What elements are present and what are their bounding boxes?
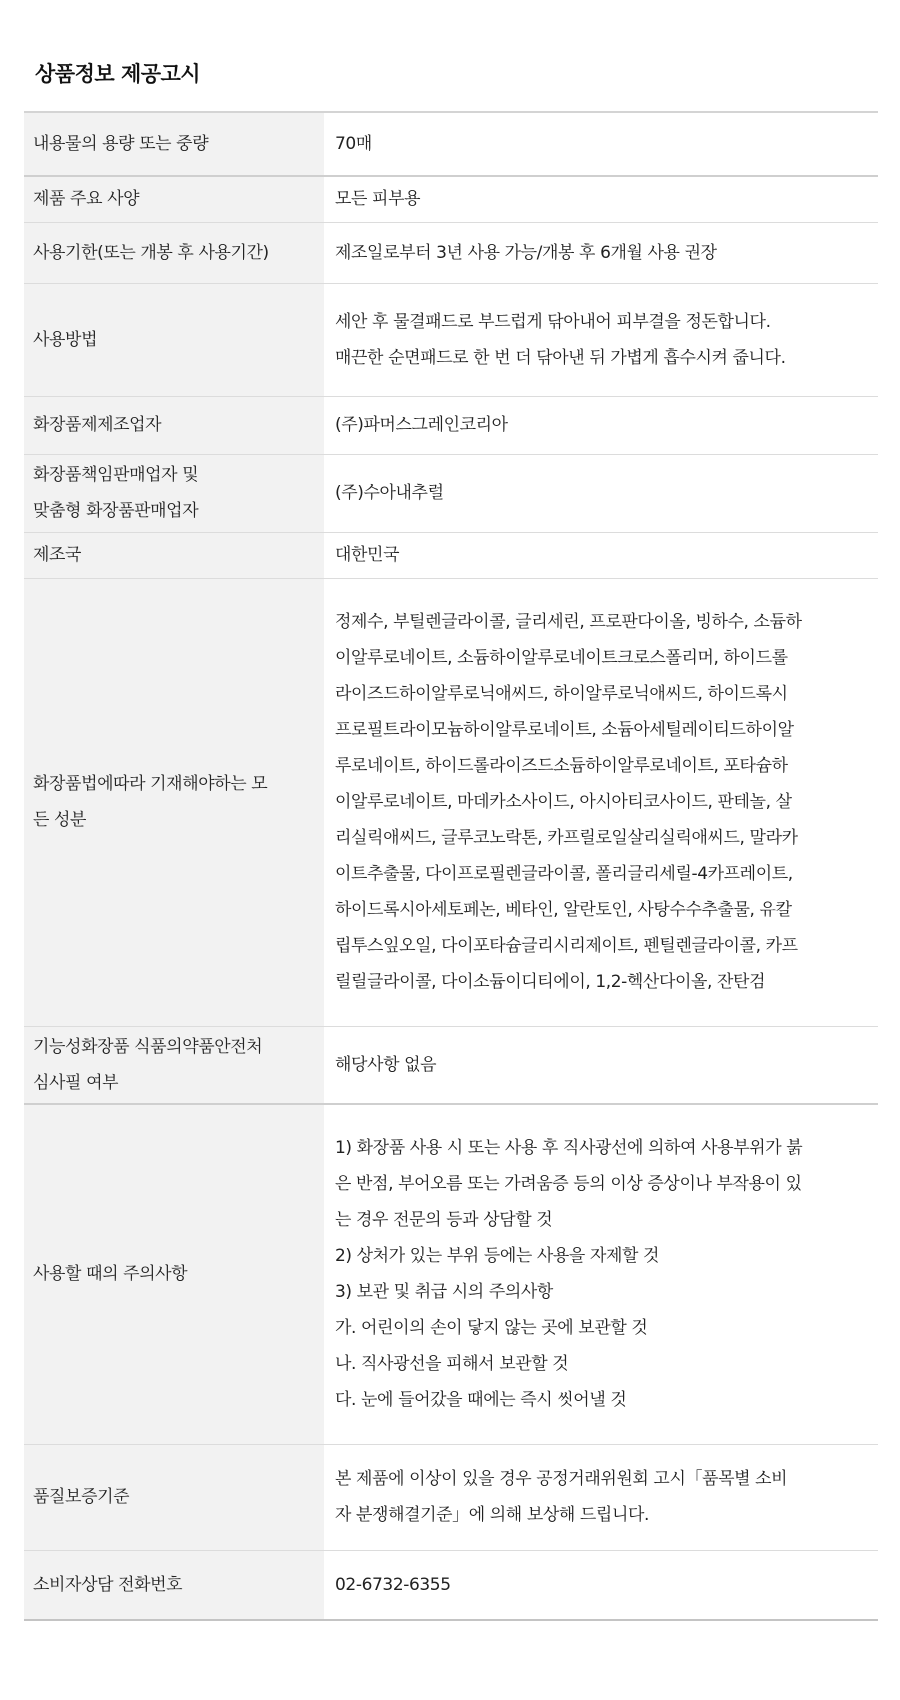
value-line: 이트추출물, 다이프로필렌글라이콜, 폴리글리세릴-4카프레이트, [335, 864, 793, 884]
value-line: 는 경우 전문의 등과 상담할 것 [335, 1210, 553, 1231]
table-row-ingredients [24, 578, 878, 1026]
row-value: (주)수아내추럴 [324, 454, 878, 532]
table-row-quality-standard [24, 1444, 878, 1550]
table-row-country [24, 532, 878, 578]
row-label: 내용물의 용량 또는 중량 [24, 112, 324, 176]
value-line: 루로네이트, 하이드롤라이즈드소듐하이알루로네이트, 포타슘하 [335, 756, 788, 776]
row-value: (주)파머스그레인코리아 [324, 396, 878, 454]
value-line: 다. 눈에 들어갔을 때에는 즉시 씻어낼 것 [335, 1390, 627, 1411]
value-line: 본 제품에 이상이 있을 경우 공정거래위원회 고시「품목별 소비 [335, 1469, 788, 1489]
row-label: 사용할 때의 주의사항 [24, 1104, 324, 1444]
value-line: 나. 직사광선을 피해서 보관할 것 [335, 1354, 569, 1375]
table-row-distributor [24, 454, 878, 532]
row-value [324, 1444, 878, 1550]
value-line: 매끈한 순면패드로 한 번 더 닦아낸 뒤 가볍게 흡수시켜 줍니다. [335, 347, 786, 368]
row-label [24, 454, 324, 532]
table-row-manufacturer [24, 396, 878, 454]
value-line: 립투스잎오일, 다이포타슘글리시리제이트, 펜틸렌글라이콜, 카프 [335, 936, 798, 956]
table-row-functional-review [24, 1026, 878, 1104]
value-line: 가. 어린이의 손이 닿지 않는 곳에 보관할 것 [335, 1318, 648, 1339]
value-line: 자 분쟁해결기준」에 의해 보상해 드립니다. [335, 1505, 649, 1525]
row-value: 대한민국 [324, 532, 878, 578]
row-label: 소비자상담 전화번호 [24, 1550, 324, 1620]
product-info-table [24, 111, 878, 1621]
value-line: 이알루로네이트, 소듐하이알루로네이트크로스폴리머, 하이드롤 [335, 648, 788, 668]
row-value: 02-6732-6355 [324, 1550, 878, 1620]
value-line: 1) 화장품 사용 시 또는 사용 후 직사광선에 의하여 사용부위가 붉 [335, 1138, 803, 1159]
row-label: 사용기한(또는 개봉 후 사용기간) [24, 222, 324, 283]
table-row-contact-phone [24, 1550, 878, 1620]
table-row-volume [24, 112, 878, 176]
value-line: 은 반점, 부어오름 또는 가려움증 등의 이상 증상이나 부작용이 있 [335, 1174, 802, 1195]
value-line: 라이즈드하이알루로닉애씨드, 하이알루로닉애씨드, 하이드록시 [335, 684, 788, 704]
label-line: 맞춤형 화장품판매업자 [33, 501, 199, 521]
value-line: 하이드록시아세토페논, 베타인, 알란토인, 사탕수수추출물, 유칼 [335, 900, 792, 920]
value-line: 리실릭애씨드, 글루코노락톤, 카프릴로일살리실릭애씨드, 말라카 [335, 828, 798, 848]
label-line: 든 성분 [33, 810, 87, 830]
value-line: 3) 보관 및 취급 시의 주의사항 [335, 1282, 553, 1303]
page-title: 상품정보 제공고시 [35, 62, 201, 86]
value-line: 프로필트라이모늄하이알루로네이트, 소듐아세틸레이티드하이알 [335, 720, 794, 740]
row-value: 해당사항 없음 [324, 1026, 878, 1104]
row-label [24, 1026, 324, 1104]
row-value [324, 578, 878, 1026]
table-row-expiry [24, 222, 878, 283]
label-line: 화장품법에따라 기재해야하는 모 [33, 774, 268, 794]
row-value: 제조일로부터 3년 사용 가능/개봉 후 6개월 사용 권장 [324, 222, 878, 283]
row-value [324, 1104, 878, 1444]
label-line: 심사필 여부 [33, 1072, 119, 1093]
row-label: 화장품제제조업자 [24, 396, 324, 454]
row-label: 품질보증기준 [24, 1444, 324, 1550]
row-label: 제조국 [24, 532, 324, 578]
value-line: 릴릴글라이콜, 다이소듐이디티에이, 1,2-헥산다이올, 잔탄검 [335, 972, 766, 992]
row-value [324, 283, 878, 396]
row-label: 제품 주요 사양 [24, 176, 324, 222]
row-label: 사용방법 [24, 283, 324, 396]
row-label [24, 578, 324, 1026]
label-line: 기능성화장품 식품의약품안전처 [33, 1036, 263, 1057]
table-row-usage [24, 283, 878, 396]
table-row-spec [24, 176, 878, 222]
table-row-precautions [24, 1104, 878, 1444]
value-line: 2) 상처가 있는 부위 등에는 사용을 자제할 것 [335, 1246, 660, 1267]
value-line: 정제수, 부틸렌글라이콜, 글리세린, 프로판다이올, 빙하수, 소듐하 [335, 612, 802, 632]
row-value: 70매 [324, 112, 878, 176]
label-line: 화장품책임판매업자 및 [33, 465, 199, 485]
value-line: 세안 후 물결패드로 부드럽게 닦아내어 피부결을 정돈합니다. [335, 311, 771, 332]
row-value: 모든 피부용 [324, 176, 878, 222]
value-line: 이알루로네이트, 마데카소사이드, 아시아티코사이드, 판테놀, 살 [335, 792, 792, 812]
